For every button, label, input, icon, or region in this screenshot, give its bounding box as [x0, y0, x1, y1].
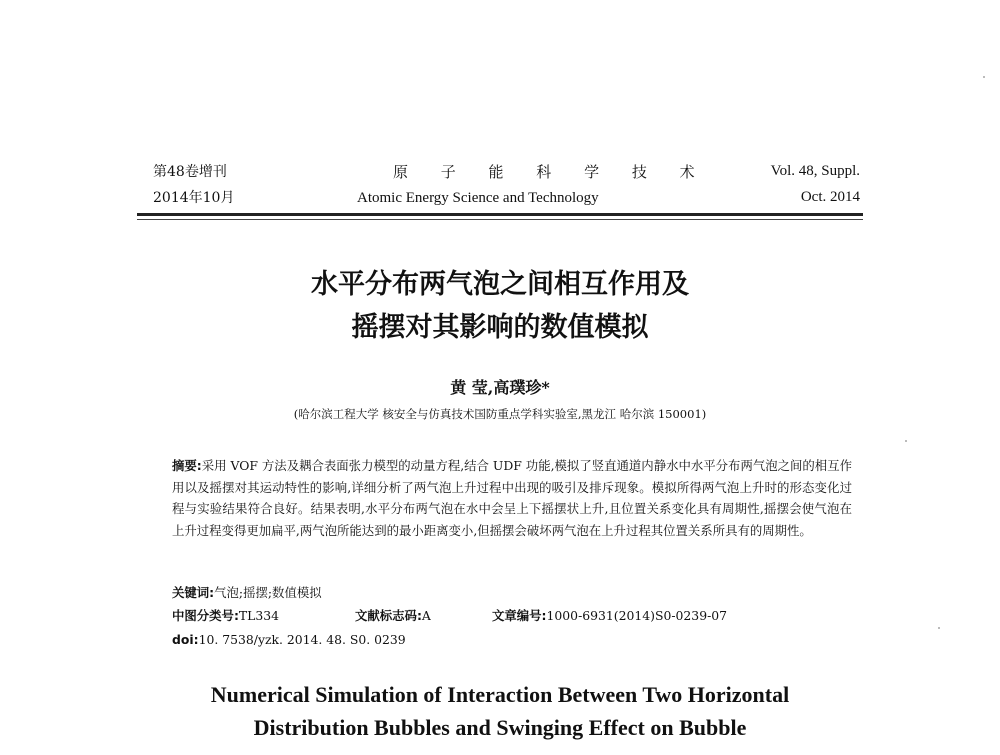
scan-speck: [983, 76, 985, 78]
clc-label: 中图分类号:: [172, 608, 239, 623]
article-number-label: 文章编号:: [492, 608, 547, 623]
paper-title-cn-line1: 水平分布两气泡之间相互作用及: [311, 269, 689, 300]
authors: 黄 莹,高璞珍*: [450, 378, 550, 397]
clc-value: TL334: [238, 608, 280, 623]
document-code-label: 文献标志码:: [355, 608, 422, 623]
header-volume-en: Vol. 48, Suppl.: [770, 163, 860, 179]
header-volume-cn: 第48卷增刊: [153, 164, 227, 180]
scan-speck: [905, 440, 907, 442]
article-number-value: 1000-6931(2014)S0-0239-07: [546, 608, 728, 623]
keywords: [172, 584, 322, 602]
clc-number: [172, 607, 279, 625]
article-number: [492, 607, 727, 625]
scan-speck: [938, 627, 940, 629]
paper-title-en-line2: Distribution Bubbles and Swinging Effect on Bubble: [253, 715, 747, 740]
header-rule-thin: [137, 219, 863, 220]
document-code-value: A: [421, 608, 431, 623]
header-date-cn: 2014年10月: [153, 190, 235, 206]
document-code: [355, 607, 431, 625]
doi-value: 10. 7538/yzk. 2014. 48. S0. 0239: [198, 632, 406, 647]
header-date-en: Oct. 2014: [800, 189, 860, 205]
keywords-label: 关键词:: [172, 585, 215, 600]
doi: [172, 631, 406, 649]
abstract-text: 采用 VOF 方法及耦合表面张力模型的动量方程,结合 UDF 功能,模拟了竖直通道内静水中水平分布两气泡之间的相互作用以及摇摆对其运动特性的影响,详细分析了两气泡上升过程中出现的吸引及排斥现象。模拟所得两气泡上升时的形态变化过程与实验结果符合良好。结果表明,水平分布两气泡在水中会呈上下摇摆状上升,且位置关系变化具有周期性,摇摆会使气泡在上升过程变得更加扁平,两气泡所能达到的最小距离变小,但摇摆会破坏两气泡在上升过程其位置关系所具有的周期性。: [172, 458, 852, 538]
journal-title-en: Atomic Energy Science and Technology: [357, 190, 599, 206]
journal-title-cn: 原 子 能 科 学 技 术: [393, 163, 709, 181]
paper-title-en-line1: Numerical Simulation of Interaction Between Two Horizontal: [210, 682, 790, 707]
keywords-text: 气泡;摇摆;数值模拟: [214, 585, 322, 600]
header-rule-thick: [137, 213, 863, 216]
affiliation: (哈尔滨工程大学 核安全与仿真技术国防重点学科实验室,黑龙江 哈尔滨 150001): [293, 407, 707, 421]
abstract-label: 摘要:: [172, 458, 202, 473]
paper-title-cn-line2: 摇摆对其影响的数值模拟: [351, 312, 649, 343]
abstract: [172, 455, 852, 541]
doi-label: doi:: [172, 632, 199, 647]
